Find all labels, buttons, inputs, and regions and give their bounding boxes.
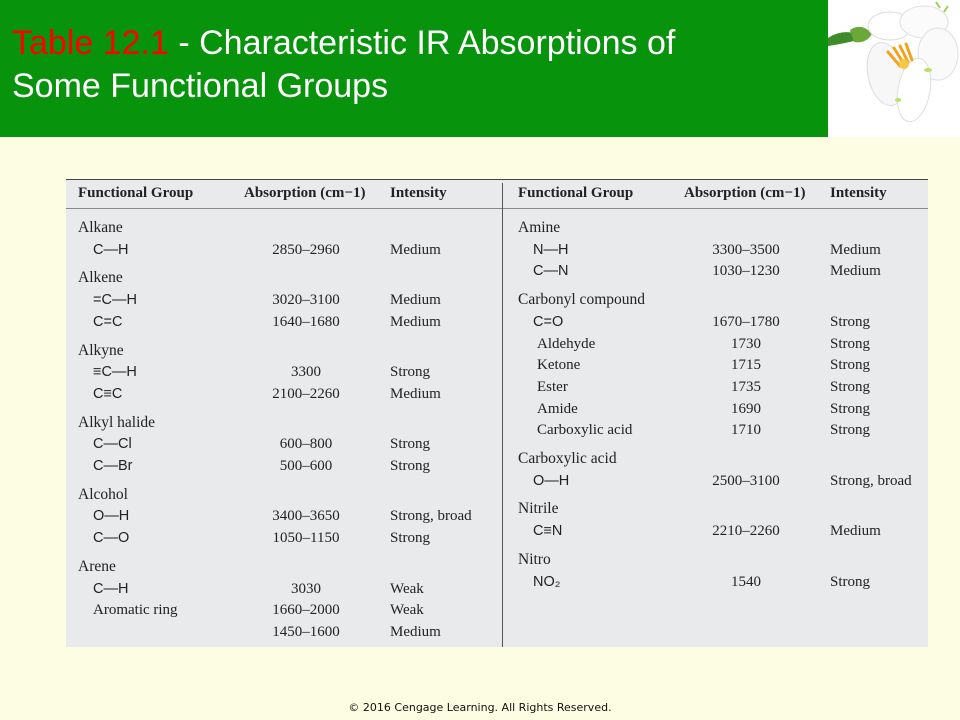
intensity-value: Medium <box>390 241 441 258</box>
group-category: Alkyne <box>78 341 124 359</box>
title-table-number: Table 12.1 <box>12 24 169 62</box>
table-row <box>66 556 496 578</box>
absorption-value: 2100–2260 <box>272 385 340 402</box>
intensity-value: Strong <box>390 364 431 381</box>
absorption-value: 3400–3650 <box>272 508 340 525</box>
intensity-value: Strong <box>830 313 871 330</box>
ir-absorption-table <box>66 179 928 647</box>
group-category: Alcohol <box>78 485 128 503</box>
absorption-value: 3030 <box>291 580 321 597</box>
group-bond: C=C <box>93 313 123 330</box>
table-row <box>506 498 936 520</box>
group-bond: Aromatic ring <box>93 602 178 619</box>
table-row <box>506 376 936 398</box>
flower-image <box>828 0 960 137</box>
title-text-line2: Some Functional Groups <box>12 67 389 105</box>
intensity-value: Strong, broad <box>830 472 912 489</box>
table-row <box>506 571 936 593</box>
table-row <box>66 621 496 643</box>
intensity-value: Strong <box>390 436 431 453</box>
absorption-value: 1450–1600 <box>272 623 340 640</box>
group-category: Nitrile <box>518 500 559 518</box>
group-bond: N—H <box>533 241 569 258</box>
absorption-value: 600–800 <box>279 436 333 453</box>
absorption-value: 1730 <box>731 335 761 352</box>
group-bond: O—H <box>93 508 130 525</box>
intensity-value: Strong <box>390 458 431 474</box>
absorption-value: 2210–2260 <box>712 523 780 540</box>
group-bond: C—H <box>93 580 129 597</box>
absorption-value: 1690 <box>731 400 761 417</box>
intensity-value: Strong <box>830 378 871 395</box>
intensity-value: Strong <box>390 530 431 547</box>
table-row <box>506 260 936 282</box>
absorption-value: 1050–1150 <box>272 530 340 547</box>
table-row <box>506 419 936 441</box>
group-bond: C≡C <box>93 385 123 402</box>
flower-icon <box>828 0 960 137</box>
table-row <box>66 484 496 506</box>
group-bond: C—H <box>93 241 129 258</box>
table-row <box>506 217 936 239</box>
group-category: Alkyl halide <box>78 413 156 431</box>
group-category: Carbonyl compound <box>518 291 645 309</box>
intensity-value: Medium <box>390 292 441 309</box>
table-row <box>66 289 496 311</box>
table-row <box>66 267 496 289</box>
table-row <box>66 578 496 600</box>
intensity-value: Medium <box>390 313 441 330</box>
table-row <box>66 527 496 549</box>
absorption-value: 1030–1230 <box>712 263 780 280</box>
intensity-value: Weak <box>390 580 424 597</box>
table-row <box>506 470 936 492</box>
group-bond: Carboxylic acid <box>537 422 633 439</box>
absorption-value: 3300 <box>291 364 321 381</box>
group-category: Alkene <box>78 269 123 287</box>
group-bond: Ester <box>537 378 568 395</box>
group-bond: Aldehyde <box>537 335 596 352</box>
absorption-value: 1640–1680 <box>272 313 340 330</box>
intensity-value: Strong <box>830 357 871 374</box>
table-row <box>66 239 496 261</box>
intensity-value: Strong <box>830 573 871 590</box>
header-functional-group-right: Functional Group <box>518 185 634 201</box>
table-header <box>66 179 928 209</box>
group-bond: ≡C—H <box>93 364 137 381</box>
group-category: Carboxylic acid <box>518 450 617 467</box>
absorption-value: 1670–1780 <box>712 313 780 330</box>
intensity-value: Medium <box>390 623 441 640</box>
absorption-value: 1540 <box>731 573 761 590</box>
header-functional-group-left: Functional Group <box>78 185 194 201</box>
intensity-value: Strong <box>830 400 871 417</box>
table-row <box>506 520 936 542</box>
copyright-footer: © 2016 Cengage Learning. All Rights Reserved. <box>348 701 612 714</box>
table-row <box>66 455 496 477</box>
table-row <box>506 289 936 311</box>
absorption-value: 1715 <box>731 357 761 374</box>
table-row <box>66 599 496 621</box>
table-row <box>66 217 496 239</box>
group-bond: C≡N <box>533 523 563 540</box>
title-bar <box>0 0 828 137</box>
table-row <box>506 333 936 355</box>
slide-title <box>12 22 828 108</box>
header-intensity-left: Intensity <box>390 185 447 201</box>
intensity-value: Medium <box>830 241 881 258</box>
intensity-value: Medium <box>830 263 881 280</box>
table-row <box>66 433 496 455</box>
table-row <box>506 239 936 261</box>
table-row <box>506 549 936 571</box>
group-bond: C=O <box>533 313 564 330</box>
absorption-value: 2500–3100 <box>712 472 780 489</box>
absorption-value: 1710 <box>731 422 761 439</box>
group-category: Arene <box>78 557 116 575</box>
group-category: Amine <box>518 219 561 236</box>
group-bond: C—Cl <box>93 436 132 453</box>
group-bond: O—H <box>533 472 570 489</box>
table-row <box>66 412 496 434</box>
header-intensity-right: Intensity <box>830 185 887 201</box>
intensity-value: Strong <box>830 335 871 352</box>
table-row <box>66 311 496 333</box>
table-row <box>66 505 496 527</box>
header-absorption-right: Absorption (cm−1) <box>684 185 806 201</box>
group-bond: C—O <box>93 530 130 547</box>
absorption-value: 3020–3100 <box>272 292 340 309</box>
absorption-value: 1660–2000 <box>272 602 340 619</box>
column-divider <box>502 183 503 647</box>
group-bond: C—N <box>533 263 569 280</box>
group-bond: C—Br <box>93 458 133 474</box>
table-row <box>66 340 496 362</box>
group-bond: Ketone <box>537 357 581 374</box>
group-bond: Amide <box>537 400 578 417</box>
intensity-value: Medium <box>830 523 881 540</box>
absorption-value: 2850–2960 <box>272 241 340 258</box>
table-row <box>506 398 936 420</box>
intensity-value: Medium <box>390 385 441 402</box>
table-row <box>506 354 936 376</box>
header-absorption-left: Absorption (cm−1) <box>244 185 366 201</box>
group-category: Nitro <box>518 550 551 568</box>
intensity-value: Strong, broad <box>390 508 472 525</box>
absorption-value: 500–600 <box>279 458 333 474</box>
title-text-line1: - Characteristic IR Absorptions of <box>168 24 676 62</box>
intensity-value: Strong <box>830 422 871 439</box>
absorption-value: 3300–3500 <box>712 241 780 258</box>
absorption-value: 1735 <box>731 378 761 395</box>
table-row <box>66 383 496 405</box>
table-row <box>66 361 496 383</box>
group-bond: =C—H <box>93 292 137 309</box>
table-row <box>506 448 936 470</box>
group-bond: NO₂ <box>533 573 561 590</box>
table-row <box>506 311 936 333</box>
intensity-value: Weak <box>390 602 424 619</box>
group-category: Alkane <box>78 219 123 236</box>
